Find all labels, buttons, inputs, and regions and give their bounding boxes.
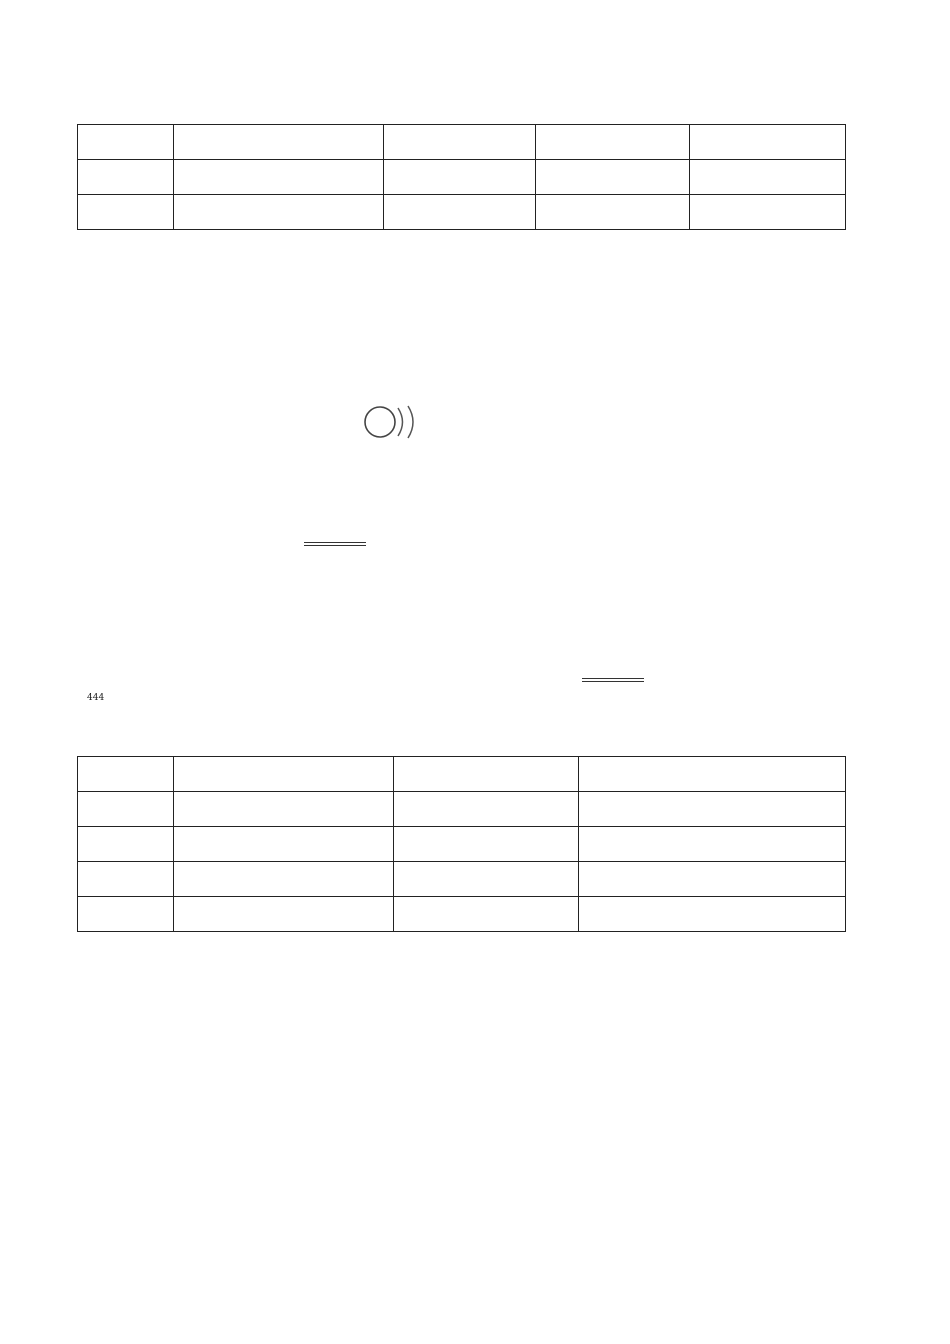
substance-cell: [173, 827, 393, 862]
subscript: 4: [87, 693, 93, 703]
table-row: [78, 160, 846, 195]
category-cell: [173, 125, 383, 160]
example-cell: [690, 125, 846, 160]
q6-option-d: [87, 680, 104, 708]
equals-line: [304, 545, 366, 546]
equals-line: [304, 542, 366, 543]
category-cell: [173, 160, 383, 195]
reaction-condition-heat: [582, 676, 644, 682]
substance-cell: [173, 862, 393, 897]
equals-line: [582, 681, 644, 682]
impurity-cell: [393, 827, 579, 862]
column-header: [393, 757, 579, 792]
option-cell: [78, 862, 174, 897]
reaction-condition-ignite: [304, 540, 366, 546]
impurity-cell: [393, 862, 579, 897]
option-cell: [78, 195, 174, 230]
option-cell: [78, 792, 174, 827]
example-cell: [536, 125, 690, 160]
classification-table: [77, 124, 846, 230]
option-cell: [78, 125, 174, 160]
option-cell: [78, 827, 174, 862]
column-header: [579, 757, 846, 792]
column-header: [173, 757, 393, 792]
example-cell: [690, 160, 846, 195]
option-cell: [78, 897, 174, 932]
option-cell: [78, 160, 174, 195]
table-row: [78, 897, 846, 932]
atom-structure-diagram: [360, 398, 430, 446]
column-header: [78, 757, 174, 792]
impurity-table: [77, 756, 846, 932]
impurity-cell: [393, 792, 579, 827]
example-cell: [536, 195, 690, 230]
table-row: [78, 862, 846, 897]
table-row: [78, 792, 846, 827]
example-cell: [536, 160, 690, 195]
table-row: [78, 827, 846, 862]
substance-cell: [173, 897, 393, 932]
example-cell: [383, 195, 536, 230]
table-row: [78, 195, 846, 230]
table-header-row: [78, 757, 846, 792]
example-cell: [690, 195, 846, 230]
subscript: 4: [92, 693, 99, 703]
reagent-cell: [579, 792, 846, 827]
reagent-cell: [579, 862, 846, 897]
substance-cell: [173, 792, 393, 827]
reagent-cell: [579, 897, 846, 932]
electron-shell-2: [408, 406, 413, 438]
electron-shell-1: [398, 408, 403, 436]
nucleus-circle: [365, 407, 395, 437]
reagent-cell: [579, 827, 846, 862]
category-cell: [173, 195, 383, 230]
equals-line: [582, 678, 644, 679]
subscript: 4: [98, 693, 105, 703]
impurity-cell: [393, 897, 579, 932]
example-cell: [383, 125, 536, 160]
table-row: [78, 125, 846, 160]
example-cell: [383, 160, 536, 195]
